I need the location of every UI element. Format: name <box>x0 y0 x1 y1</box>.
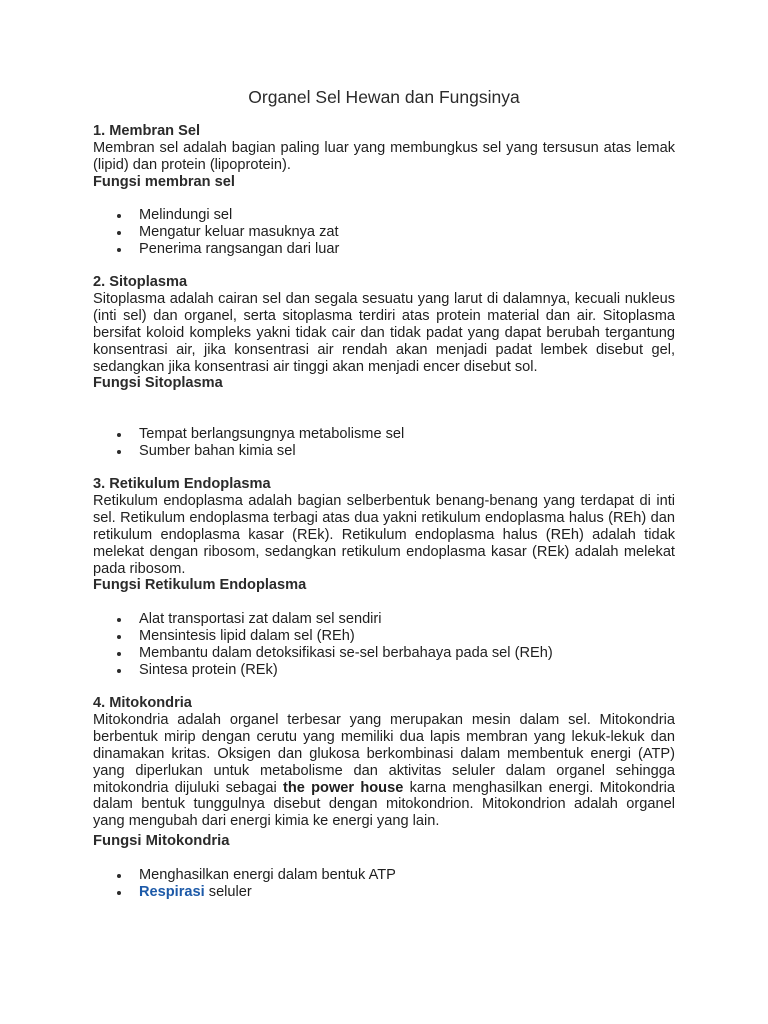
list-item-text: Mensintesis lipid dalam sel (REh) <box>139 627 355 644</box>
list-item <box>93 224 675 241</box>
list-item <box>93 207 675 224</box>
list-item <box>93 611 675 628</box>
list-item <box>93 645 675 662</box>
section-mitokondria <box>93 695 675 830</box>
bullet-icon <box>117 891 121 895</box>
list-item <box>93 443 675 460</box>
function-heading: Fungsi Retikulum Endoplasma <box>93 577 307 594</box>
function-list-sitoplasma <box>93 426 675 460</box>
bullet-icon <box>117 618 121 622</box>
bullet-icon <box>117 450 121 454</box>
paragraph-text: karna menghasilkan energi. Mitokondria dalam bentuk tunggulnya disebut dengan mitokondrion. Mitokondrion adalah organel yang mengubah dari energi kimia ke energi yang lain. <box>93 779 676 830</box>
list-item-text: Alat transportasi zat dalam sel sendiri <box>139 611 382 627</box>
bullet-icon <box>117 652 121 656</box>
list-item-text: Menghasilkan energi dalam bentuk ATP <box>139 867 396 883</box>
respirasi-link[interactable]: Respirasi <box>139 883 205 900</box>
section-heading: 3. Retikulum Endoplasma <box>93 476 271 492</box>
list-item-text: Tempat berlangsungnya metabolisme sel <box>139 426 405 442</box>
section-heading: 2. Sitoplasma <box>93 274 188 290</box>
function-heading: Fungsi Mitokondria <box>93 833 230 849</box>
section-paragraph: Retikulum endoplasma adalah bagian selberbentuk benang-benang yang terdapat di inti sel. Retikulum endoplasma terbagi atas dua yakni retikulum endoplasma halus (REh) dan retikulum endoplasma kasar (REk). Retikulum endoplasma halus (REh) adalah tidak melekat dengan ribosom, sedangkan retikulum endoplasma kasar (REk) adalah melekat pada ribosom. <box>93 492 675 577</box>
bullet-icon <box>117 433 121 437</box>
function-heading: Fungsi membran sel <box>93 173 235 190</box>
list-item <box>93 867 675 884</box>
section-paragraph: Sitoplasma adalah cairan sel dan segala sesuatu yang larut di dalamnya, kecuali nukleus (inti sel) dan organel, serta sitoplasma terdiri atas protein material dan air. Sitoplasma bersifat koloid kompleks yakni tidak cair dan tidak padat yang dapat berubah tergantung konsentrasi air, jika konsentrasi air rendah akan menjadi padat lembek disebut gel, sedangkan jika konsentrasi air tinggi akan menjadi encer disebut sol. <box>93 290 675 375</box>
bullet-icon <box>117 214 121 218</box>
list-item <box>93 662 675 679</box>
bullet-icon <box>117 231 121 235</box>
list-item <box>93 241 675 258</box>
list-item <box>93 884 675 901</box>
paragraph-text: Mitokondria adalah organel terbesar yang merupakan mesin dalam sel. Mitokondria berbentuk mirip dengan cerutu yang memiliki dua lapis membran yang lekuk-lekuk dan dinamakan kritas. Oksigen dan glukosa berkombinasi dalam membentuk energi (ATP) yang diperlukan untuk metabolisme dan aktivitas seluler dalam organel sehingga mitokondria dijuluki sebagai <box>93 711 675 796</box>
paragraph-emphasis: the power house <box>282 779 404 796</box>
bullet-icon <box>117 669 121 673</box>
list-item-text: Membantu dalam detoksifikasi se-sel berbahaya pada sel (REh) <box>139 644 553 661</box>
section-retikulum-endoplasma <box>93 476 675 594</box>
list-item <box>93 628 675 645</box>
section-membran-sel <box>93 123 675 191</box>
function-list-mitokondria <box>93 867 675 901</box>
list-item-text: Mengatur keluar masuknya zat <box>139 223 339 240</box>
function-list-membran <box>93 207 675 258</box>
function-heading: Fungsi Sitoplasma <box>93 375 223 392</box>
section-heading: 1. Membran Sel <box>93 123 201 139</box>
bullet-icon <box>117 248 121 252</box>
list-item-text: Sintesa protein (REk) <box>139 661 278 678</box>
section-heading: 4. Mitokondria <box>93 695 192 711</box>
list-item-text: Melindungi sel <box>139 207 233 223</box>
list-item-text: seluler <box>204 883 252 900</box>
list-item-text: Penerima rangsangan dari luar <box>139 240 340 257</box>
function-list-retikulum <box>93 611 675 679</box>
bullet-icon <box>117 874 121 878</box>
section-sitoplasma <box>93 274 675 392</box>
list-item-text: Sumber bahan kimia sel <box>139 442 296 459</box>
section-paragraph: Membran sel adalah bagian paling luar yang membungkus sel yang tersusun atas lemak (lipid) dan protein (lipoprotein). <box>93 139 675 173</box>
section-paragraph <box>93 712 675 830</box>
list-item <box>93 426 675 443</box>
bullet-icon <box>117 635 121 639</box>
page-title: Organel Sel Hewan dan Fungsinya <box>248 87 520 107</box>
